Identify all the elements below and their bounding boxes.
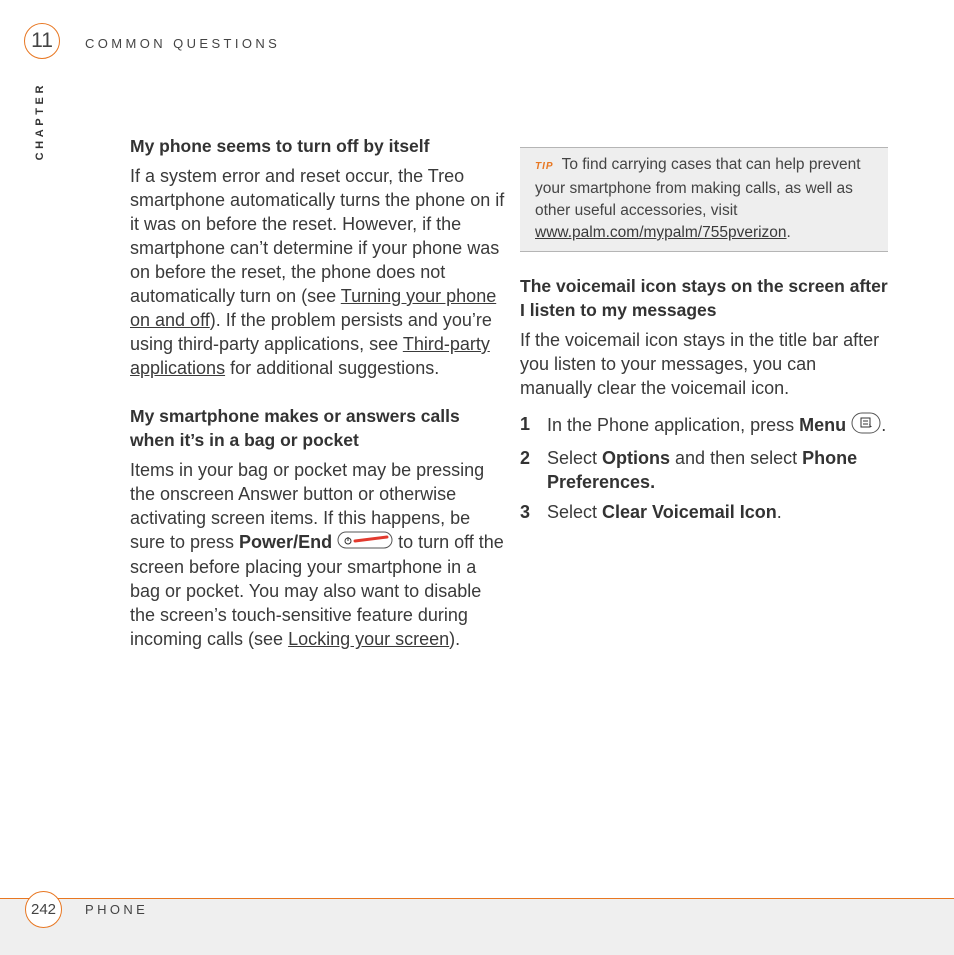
power-end-label: Power/End	[239, 532, 333, 552]
step-number: 3	[520, 502, 531, 522]
left-column	[130, 134, 505, 675]
right-column	[520, 147, 888, 530]
page-number-badge	[25, 891, 62, 928]
link-locking-your-screen[interactable]: Locking your screen	[288, 629, 450, 650]
section-heading-bag-pocket: My smartphone makes or answers calls when it’s in a bag or pocket	[130, 406, 460, 450]
section-body-voicemail-icon: If the voicemail icon stays in the title bar after you listen to your messages, you can manually clear the voicemail icon.	[520, 330, 880, 398]
tip-box: TIP To find carrying cases that can help prevent your smartphone from making calls, as well as other useful accessories, visit www.palm.com/mypalm/755pverizon.	[520, 147, 888, 252]
section-body-bag-pocket: Items in your bag or pocket may be pressing the onscreen Answer button or otherwise activating screen items. If this happens, be sure to press Power/End to turn off the screen before placing your smartphone in a bag or pocket. You may also want to disable the screen’s touch-sensitive feature during incoming calls (see Locking your screen).	[130, 460, 504, 650]
step-number: 1	[520, 414, 531, 434]
section-heading-turn-off: My phone seems to turn off by itself	[130, 136, 430, 156]
header-title: COMMON QUESTIONS	[85, 36, 281, 51]
footer-section-title: PHONE	[85, 902, 149, 917]
power-end-key-icon	[337, 531, 393, 555]
step-item: 2 Select Options and then select Phone Preferences.	[520, 448, 858, 492]
step-item: 1 In the Phone application, press Menu .	[520, 412, 888, 440]
page-number: 242	[30, 901, 57, 918]
step-number: 2	[520, 448, 531, 468]
section-heading-voicemail-icon: The voicemail icon stays on the screen after I listen to my messages	[520, 276, 888, 320]
menu-key-icon	[851, 412, 881, 440]
link-third-party-applications[interactable]: Third-party applications	[130, 334, 490, 378]
clear-voicemail-icon-label: Clear Voicemail Icon	[602, 502, 777, 522]
menu-label: Menu	[799, 414, 847, 435]
link-palm-accessories[interactable]: www.palm.com/mypalm/755pverizon	[535, 224, 787, 241]
section-body-turn-off: If a system error and reset occur, the Treo smartphone automatically turns the phone on if it was on before the reset. However, if the smartphone can’t determine if your phone was on before the reset, the phone does not automatically turn on (see Turning your phone on and off). If the problem persists and you’re using third-party applications, see Third-party applications for additional suggestions.	[130, 166, 505, 378]
steps-list	[520, 412, 888, 524]
chapter-number: 11	[31, 29, 53, 52]
step-item: 3 Select Clear Voicemail Icon.	[520, 502, 782, 522]
phone-preferences-label: Phone Preferences.	[547, 448, 858, 492]
tip-label: TIP	[535, 161, 554, 172]
link-turning-phone-on-off[interactable]: Turning your phone on and off	[130, 286, 497, 330]
chapter-label: CHAPTER	[34, 82, 46, 161]
options-label: Options	[602, 448, 671, 468]
chapter-number-badge	[24, 23, 60, 59]
